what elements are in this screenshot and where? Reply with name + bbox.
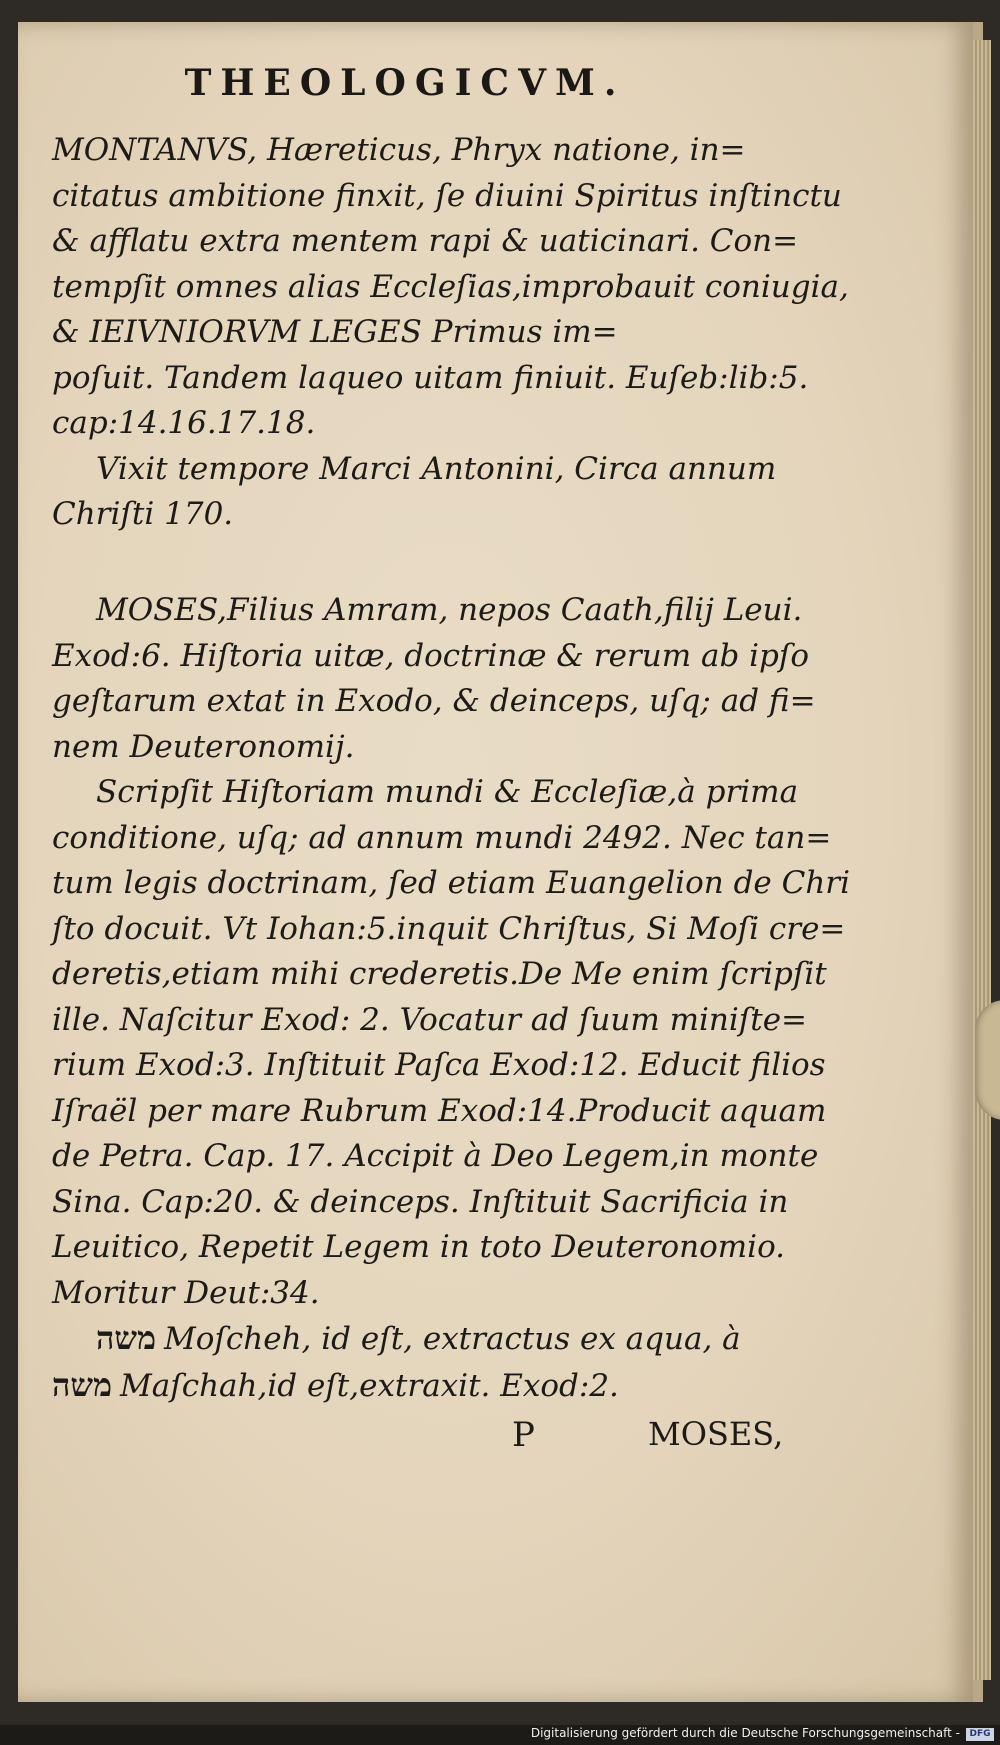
text-line: Sina. Cap:20. & deinceps. Inſtituit Sacrificia in <box>52 1183 789 1220</box>
text-line: nem Deuteronomij. <box>52 728 355 765</box>
page-edge <box>973 40 991 1680</box>
text-line: de Petra. Cap. 17. Accipit à Deo Legem,in monte <box>52 1138 819 1174</box>
text-line: Iſraël per mare Rubrum Exod:14.Producit aquam <box>52 1092 827 1129</box>
text-line: Chriſti 170. <box>52 496 234 532</box>
text-line: conditione, uſq; ad annum mundi 2492. Nec tan= <box>52 819 832 856</box>
text-line: Scripſit Hiſtoriam mundi & Eccleſiæ,à prima <box>96 774 799 810</box>
etymology-text: Maſchah,id eſt,extraxit. Exod:2. <box>120 1367 619 1404</box>
text-line: deretis,etiam mihi crederetis.De Me enim ſcripſit <box>52 956 827 992</box>
book-clasp <box>975 1000 1000 1120</box>
text-line: MOSES,Filius Amram, nepos Caath,filij Leui. <box>96 592 803 628</box>
text-line: Moritur Deut:34. <box>52 1274 320 1311</box>
text-line: MONTANVS, Hæreticus, Phryx natione, in= <box>52 132 746 168</box>
dfg-logo: DFG <box>966 1728 994 1741</box>
text-line: ille. Naſcitur Exod: 2. Vocatur ad ſuum miniſte= <box>52 1001 808 1038</box>
text-line: Vixit tempore Marci Antonini, Circa annum <box>96 450 777 487</box>
text-line: geſtarum extat in Exodo, & deinceps, uſq; ad fi= <box>52 683 816 719</box>
text-line: Exod:6. Hiſtoria uitæ, doctrinæ & rerum ab ipſo <box>52 637 810 674</box>
text-line: ſto docuit. Vt Iohan:5.inquit Chriſtus, Si Moſi cre= <box>52 910 846 947</box>
text-line: citatus ambitione finxit, ſe diuini Spiritus inſtinctu <box>52 177 842 214</box>
text-line: tempſit omnes alias Eccleſias,improbauit coniugia, <box>52 268 849 305</box>
text-line: & IEIVNIORVM LEGES Primus im= <box>52 314 618 350</box>
hebrew-word: משה <box>96 1319 157 1357</box>
signature-mark: P <box>512 1415 535 1455</box>
catchword: MOSES, <box>648 1415 784 1453</box>
text-line: rium Exod:3. Inſtituit Paſca Exod:12. Educit filios <box>52 1047 826 1083</box>
hebrew-word: משה <box>52 1365 113 1404</box>
text-line: poſuit. Tandem laqueo uitam finiuit. Euſeb:lib:5. <box>52 359 809 396</box>
text-line: Leuitico, Repetit Legem in toto Deuteronomio. <box>52 1229 786 1265</box>
text-line: tum legis doctrinam, ſed etiam Euangelion de Chri <box>52 865 851 901</box>
text-line: cap:14.16.17.18. <box>52 405 316 441</box>
etymology-text: Moſcheh, id eſt, extractus ex aqua, à <box>164 1321 741 1357</box>
montanus-entry <box>52 128 849 538</box>
moses-entry <box>52 588 851 1409</box>
digitization-note: Digitalisierung gefördert durch die Deutsche Forschungsgemeinschaft - <box>530 1726 960 1740</box>
etymology-line <box>52 1316 822 1363</box>
text-line: & afflatu extra mentem rapi & uaticinari. Con= <box>52 223 799 259</box>
running-head: THEOLOGICVM. <box>184 62 626 104</box>
etymology-line <box>52 1363 822 1410</box>
